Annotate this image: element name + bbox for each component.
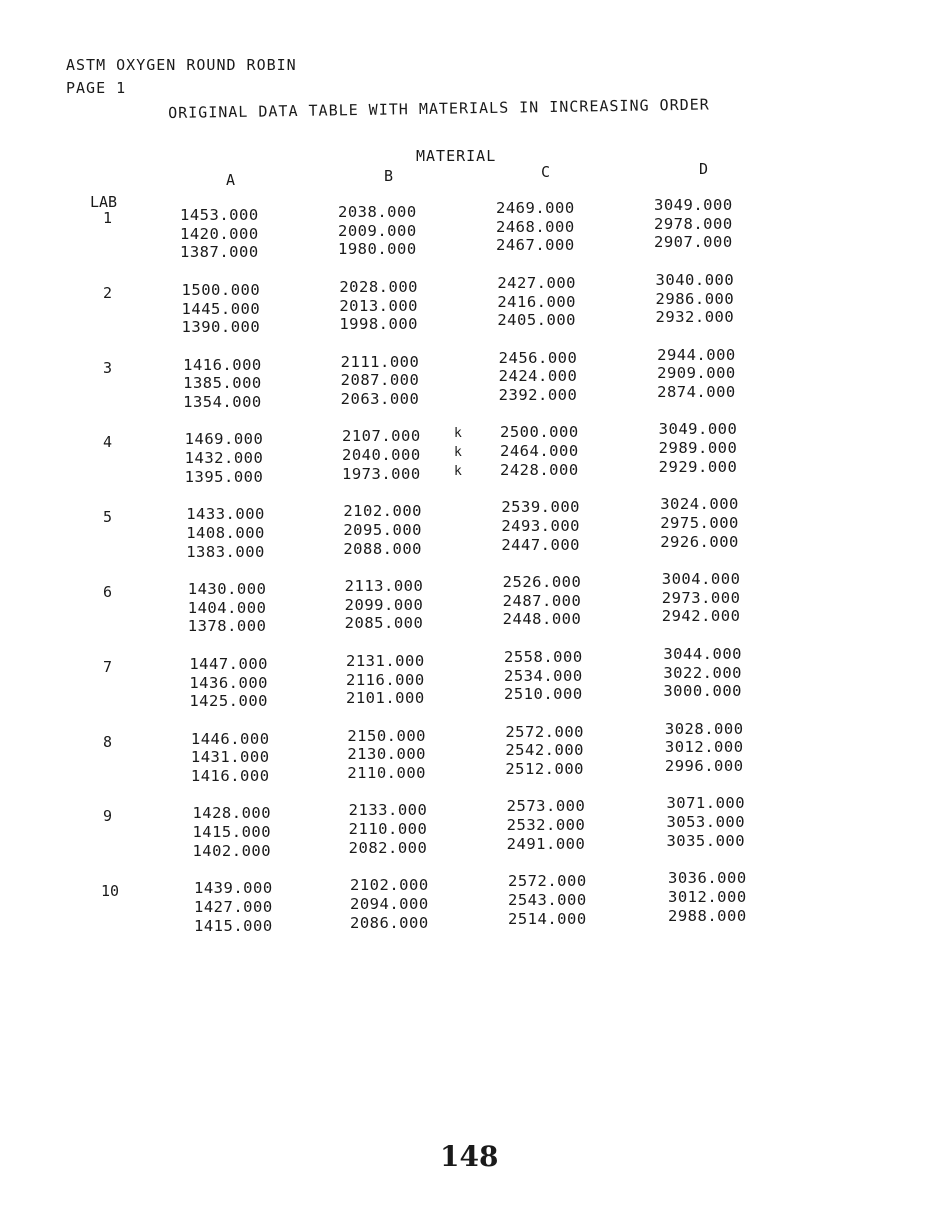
table-cell: 2130.000 [347, 745, 426, 764]
table-cell: 1446.000 [190, 729, 270, 748]
table-cell: 2874.000 [657, 383, 736, 401]
table-cell: 2082.000 [348, 838, 428, 857]
table-cell: 3049.000 [654, 196, 733, 214]
table-title: ORIGINAL DATA TABLE WITH MATERIALS IN INCREASING ORDER [168, 95, 710, 122]
table-cell: 2102.000 [350, 876, 429, 895]
table-cell: 2926.000 [660, 532, 739, 551]
table-cell: 2428.000 [500, 460, 579, 479]
table-cell: 1416.000 [183, 355, 262, 374]
table-cell: 2944.000 [657, 345, 736, 364]
table-cell: 2085.000 [344, 614, 424, 633]
table-cell: 3022.000 [663, 663, 742, 682]
table-cell: 2500.000 [500, 423, 579, 442]
table-cell: 1998.000 [339, 315, 418, 334]
table-cell: 2447.000 [501, 535, 580, 554]
table-cell: 2456.000 [498, 348, 578, 367]
table-cell: 2110.000 [348, 820, 428, 839]
table-cell: 2464.000 [500, 442, 579, 461]
table-cell: 1447.000 [189, 654, 268, 673]
table-cell: 1385.000 [183, 374, 262, 393]
table-cell: 2514.000 [508, 909, 587, 928]
table-cell: 2028.000 [339, 277, 418, 296]
table-cell: 1453.000 [180, 206, 259, 224]
table-cell: 2467.000 [496, 236, 575, 255]
table-cell: 3024.000 [660, 495, 739, 514]
lab-number: 6 [103, 583, 113, 601]
table-cell: 1469.000 [184, 430, 264, 449]
lab-number: 5 [103, 508, 113, 527]
lab-number: 9 [103, 807, 113, 826]
table-cell: 1439.000 [194, 879, 273, 898]
table-cell: 2510.000 [504, 685, 583, 704]
table-cell: 1390.000 [181, 318, 261, 337]
table-cell: 2107.000 [342, 427, 421, 446]
table-cell: 1432.000 [184, 449, 264, 468]
table-cell: 2558.000 [504, 647, 583, 666]
table-cell: 2491.000 [506, 834, 586, 853]
table-cell: 2009.000 [338, 221, 417, 240]
table-cell: 2392.000 [498, 386, 578, 404]
table-cell: 2416.000 [497, 292, 576, 311]
table-cell: 3044.000 [663, 644, 742, 663]
table-cell: 2539.000 [501, 498, 580, 517]
table-cell: 2512.000 [505, 760, 584, 778]
table-cell: 3012.000 [664, 738, 744, 757]
table-cell: 1973.000 [342, 464, 421, 483]
table-cell: 2909.000 [657, 364, 736, 383]
table-cell: 2040.000 [342, 446, 421, 465]
table-cell: 3028.000 [664, 719, 744, 738]
flag-marker: k [454, 426, 462, 442]
table-cell: 1436.000 [189, 673, 268, 692]
table-cell: 3036.000 [668, 869, 747, 888]
table-cell: 1500.000 [181, 280, 261, 299]
table-cell: 2101.000 [346, 689, 425, 708]
table-cell: 1378.000 [187, 617, 267, 636]
table-cell: 1404.000 [187, 598, 267, 617]
table-cell: 2095.000 [343, 520, 422, 539]
table-cell: 2099.000 [344, 595, 424, 614]
table-cell: 2102.000 [343, 502, 422, 521]
table-cell: 2086.000 [350, 913, 429, 932]
lab-number: 2 [103, 283, 113, 302]
table-cell: 2087.000 [340, 371, 420, 390]
table-cell: 1383.000 [186, 542, 265, 561]
table-cell: 2063.000 [340, 390, 420, 408]
table-cell: 2116.000 [346, 670, 425, 689]
table-cell: 2487.000 [502, 591, 582, 610]
table-cell: 2573.000 [506, 797, 586, 816]
table-cell: 2932.000 [655, 308, 735, 327]
table-cell: 2013.000 [339, 296, 418, 315]
table-cell: 2572.000 [505, 722, 584, 741]
table-cell: 3012.000 [668, 887, 747, 906]
table-cell: 3071.000 [666, 794, 746, 813]
lab-number: 8 [103, 732, 113, 751]
table-cell: 1431.000 [190, 748, 270, 767]
table-cell: 3053.000 [666, 813, 746, 832]
lab-number: 4 [103, 433, 113, 452]
table-cell: 1425.000 [189, 692, 268, 711]
column-header-a: A [226, 171, 236, 189]
table-cell: 2110.000 [347, 764, 426, 782]
table-cell: 2534.000 [504, 666, 583, 685]
table-cell: 3000.000 [663, 682, 742, 701]
page-number: 148 [440, 1140, 499, 1173]
table-cell: 2543.000 [508, 890, 587, 909]
table-cell: 1387.000 [180, 243, 259, 262]
table-cell: 2572.000 [508, 872, 587, 891]
column-header-c: C [541, 163, 551, 181]
lab-label: LAB [90, 193, 118, 211]
table-cell: 2405.000 [497, 311, 576, 330]
table-cell: 2988.000 [668, 906, 747, 925]
table-cell: 2526.000 [502, 573, 582, 591]
lab-number: 1 [103, 209, 113, 227]
table-cell: 2532.000 [506, 816, 586, 835]
table-cell: 2088.000 [343, 539, 422, 558]
table-cell: 1354.000 [183, 393, 262, 411]
table-cell: 2978.000 [654, 214, 733, 233]
column-header-d: D [699, 160, 709, 178]
table-cell: 2929.000 [658, 457, 738, 476]
lab-number: 3 [103, 358, 113, 377]
table-cell: 3049.000 [658, 420, 738, 439]
table-cell: 2469.000 [496, 199, 575, 217]
table-cell: 2542.000 [505, 741, 584, 760]
table-cell: 1420.000 [180, 224, 259, 243]
table-cell: 3004.000 [661, 570, 741, 588]
table-cell: 2111.000 [340, 352, 420, 371]
table-cell: 2975.000 [660, 513, 739, 532]
table-cell: 1430.000 [187, 580, 267, 598]
table-cell: 1416.000 [190, 767, 270, 785]
table-cell: 2973.000 [661, 588, 741, 607]
table-cell: 1427.000 [194, 897, 273, 916]
table-cell: 2448.000 [502, 610, 582, 629]
table-cell: 1415.000 [192, 823, 272, 842]
table-cell: 2468.000 [496, 217, 575, 236]
table-cell: 1980.000 [338, 240, 417, 259]
table-cell: 1428.000 [192, 804, 272, 823]
table-cell: 2996.000 [664, 757, 744, 775]
table-cell: 1433.000 [186, 505, 265, 524]
flag-marker: k [454, 463, 462, 479]
table-cell: 2038.000 [338, 203, 417, 221]
page-label: PAGE 1 [66, 79, 127, 97]
table-cell: 2942.000 [661, 607, 741, 626]
lab-number: 10 [101, 882, 120, 901]
table-cell: 2907.000 [654, 233, 733, 252]
table-cell: 1415.000 [194, 916, 273, 935]
column-header-b: B [384, 167, 394, 185]
table-cell: 2113.000 [344, 577, 424, 595]
table-cell: 2427.000 [497, 273, 576, 292]
material-label: MATERIAL [416, 147, 497, 165]
table-cell: 1395.000 [184, 467, 264, 486]
table-cell: 2133.000 [348, 801, 428, 820]
table-cell: 3035.000 [666, 831, 746, 850]
table-cell: 2131.000 [346, 651, 425, 670]
flag-marker: k [454, 445, 462, 461]
lab-number: 7 [103, 657, 113, 676]
table-cell: 2094.000 [350, 894, 429, 913]
table-cell: 2150.000 [347, 726, 426, 745]
table-cell: 2424.000 [498, 367, 578, 386]
table-cell: 2986.000 [655, 289, 735, 308]
table-cell: 1408.000 [186, 523, 265, 542]
table-cell: 3040.000 [655, 270, 735, 289]
table-cell: 2989.000 [658, 439, 738, 458]
table-cell: 1445.000 [181, 299, 261, 318]
table-cell: 2493.000 [501, 516, 580, 535]
report-header-title: ASTM OXYGEN ROUND ROBIN [66, 56, 297, 74]
table-cell: 1402.000 [192, 841, 272, 860]
